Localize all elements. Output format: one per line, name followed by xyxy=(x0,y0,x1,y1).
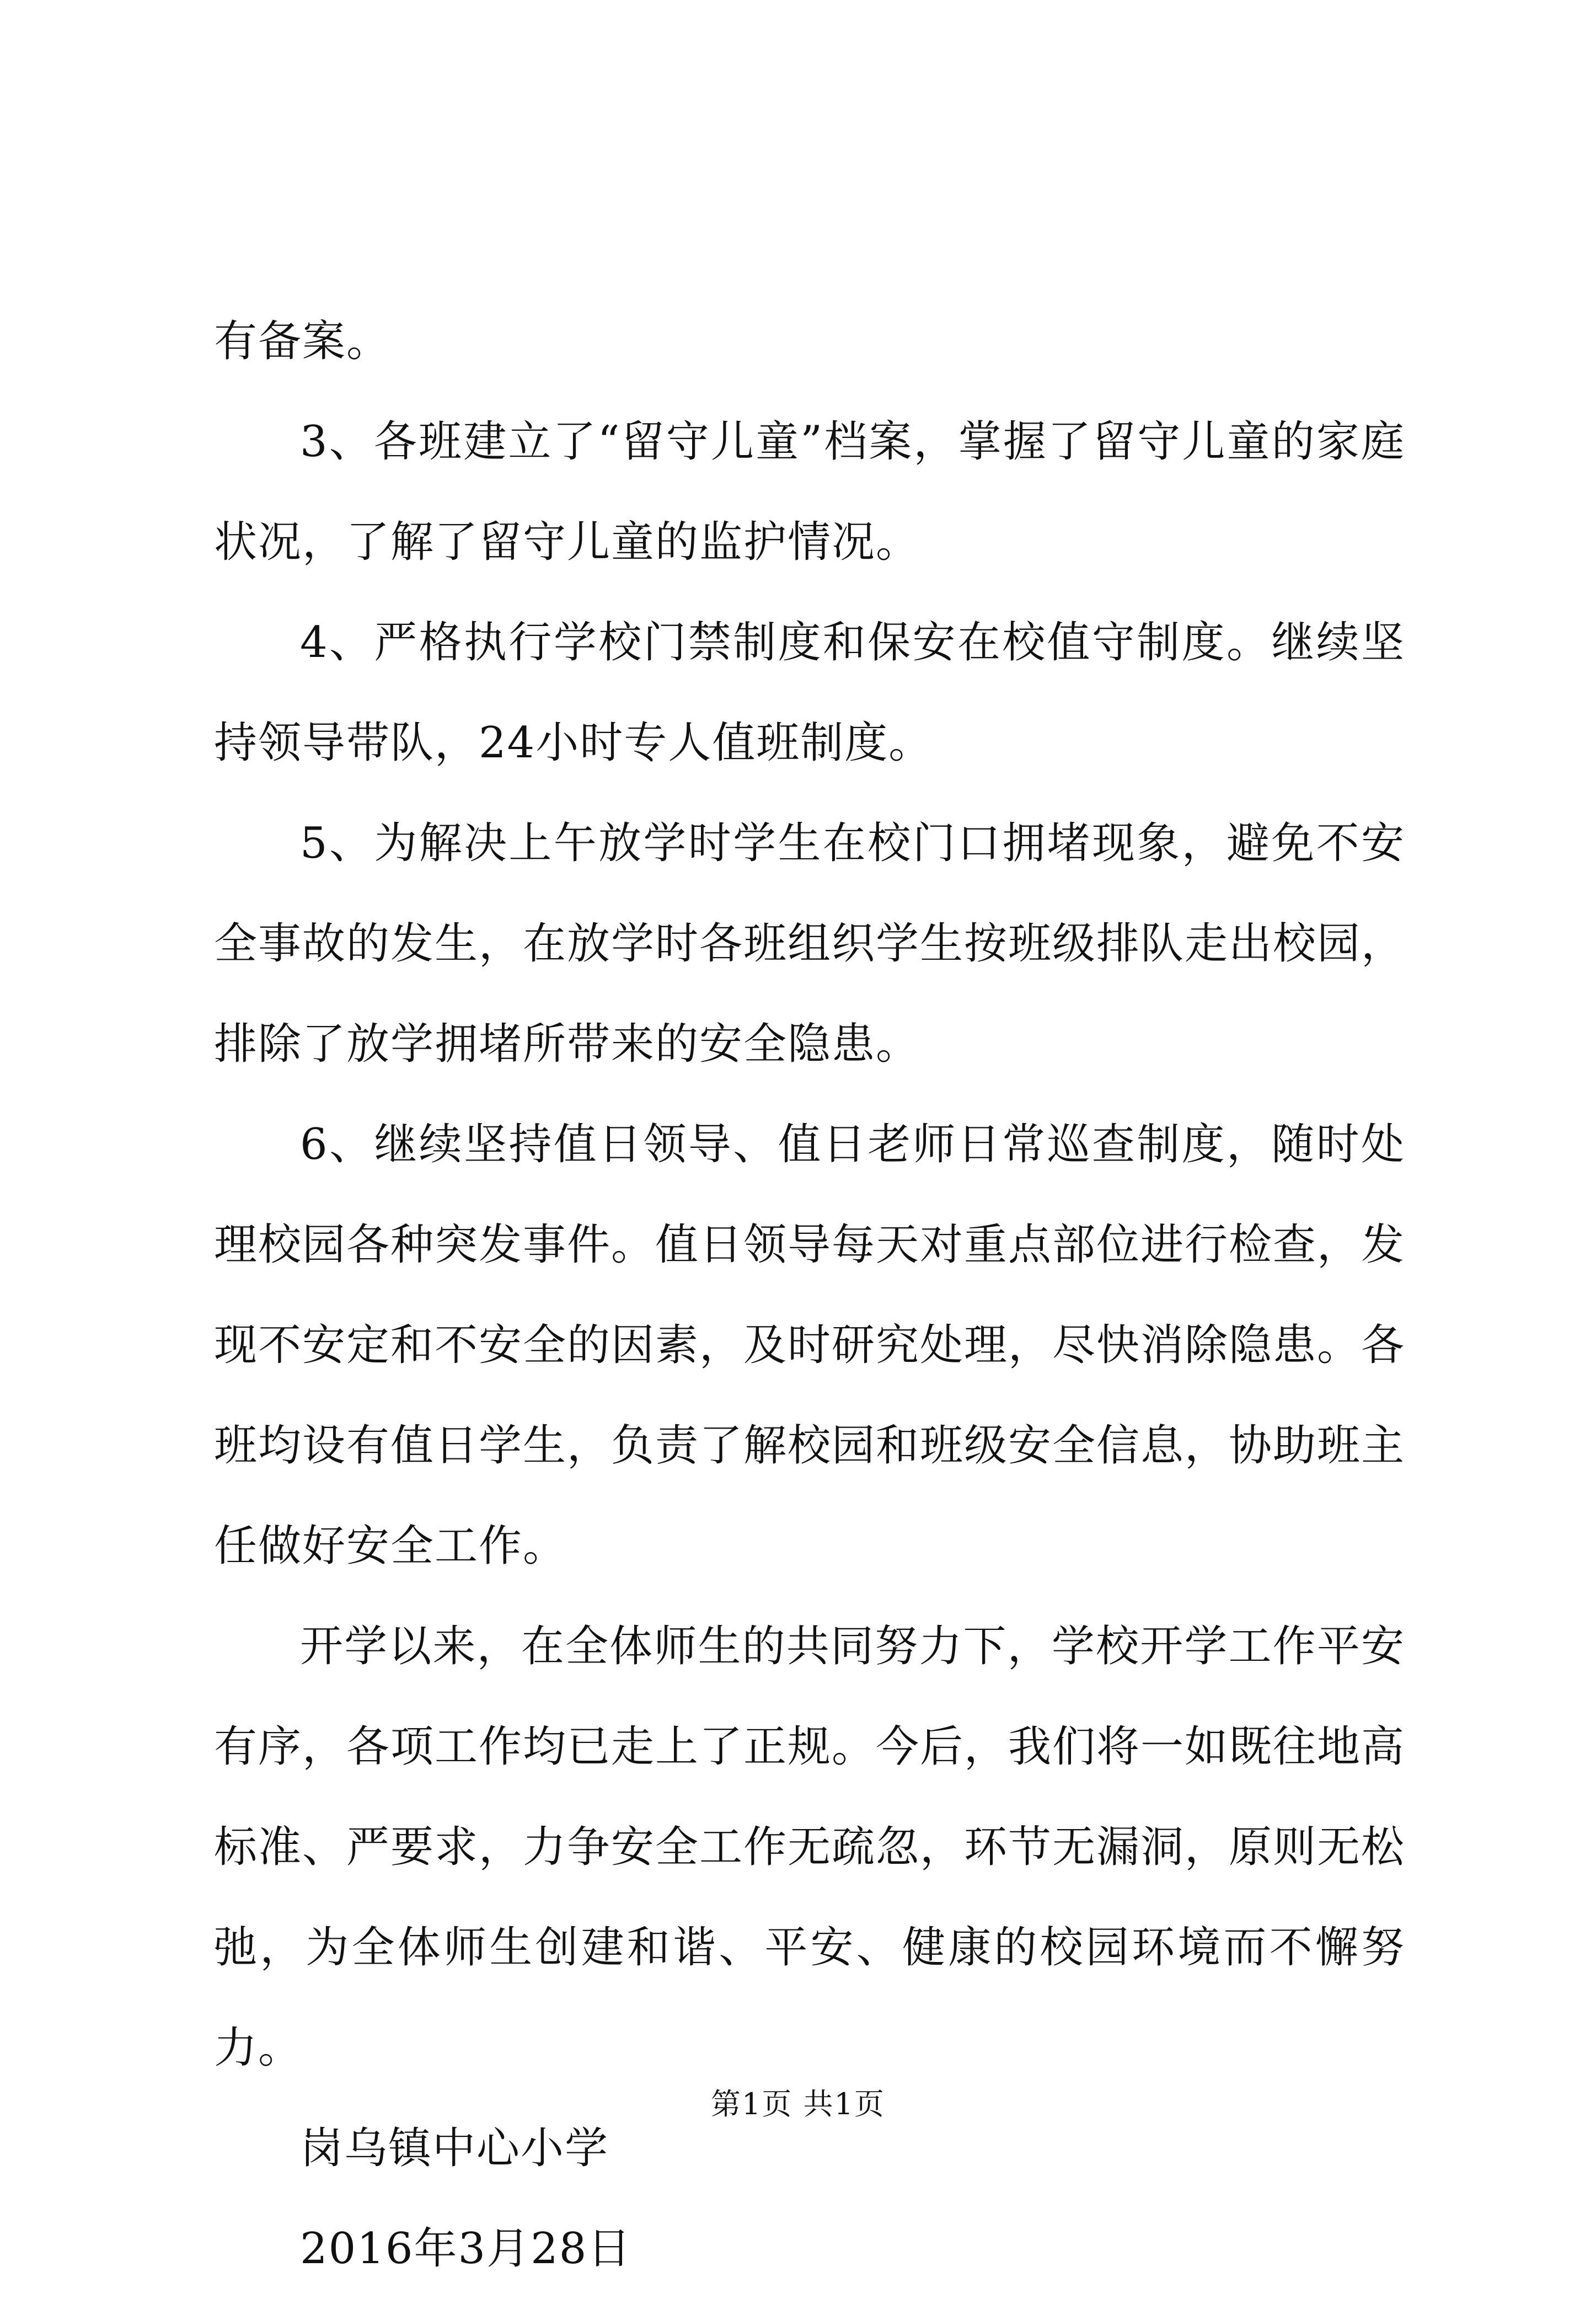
signature-date: 2016年3月28日 xyxy=(300,2224,632,2274)
signature-organization: 岗乌镇中心小学 xyxy=(300,2124,609,2173)
page-footer: 第1页 共1页 xyxy=(711,2087,885,2121)
paragraph-item-5: 5、为解决上午放学时学生在校门口拥堵现象，避免不安全事故的发生，在放学时各班组织学生按班级排队走出校园，排除了放学拥堵所带来的安全隐患。 xyxy=(214,819,1406,1069)
paragraph-item-4: 4、严格执行学校门禁制度和保安在校值守制度。继续坚持领导带队，24小时专人值班制度。 xyxy=(214,618,1405,768)
document-body xyxy=(214,291,1405,2299)
paragraph-conclusion: 开学以来，在全体师生的共同努力下，学校开学工作平安有序，各项工作均已走上了正规。今后，我们将一如既往地高标准、严要求，力争安全工作无疏忽，环节无漏洞，原则无松弛，为全体师生创建和谐、平安、健康的校园环境而不懈努力。 xyxy=(214,1622,1406,2073)
paragraph-continuation: 有备案。 xyxy=(214,317,391,366)
paragraph-item-6: 6、继续坚持值日领导、值日老师日常巡查制度，随时处理校园各种突发事件。值日领导每天对重点部位进行检查，发现不安定和不安全的因素，及时研究处理，尽快消除隐患。各班均设有值日学生，负责了解校园和班级安全信息，协助班主任做好安全工作。 xyxy=(214,1120,1406,1571)
paragraph-item-3: 3、各班建立了“留守儿童”档案，掌握了留守儿童的家庭状况，了解了留守儿童的监护情况。 xyxy=(214,417,1405,567)
